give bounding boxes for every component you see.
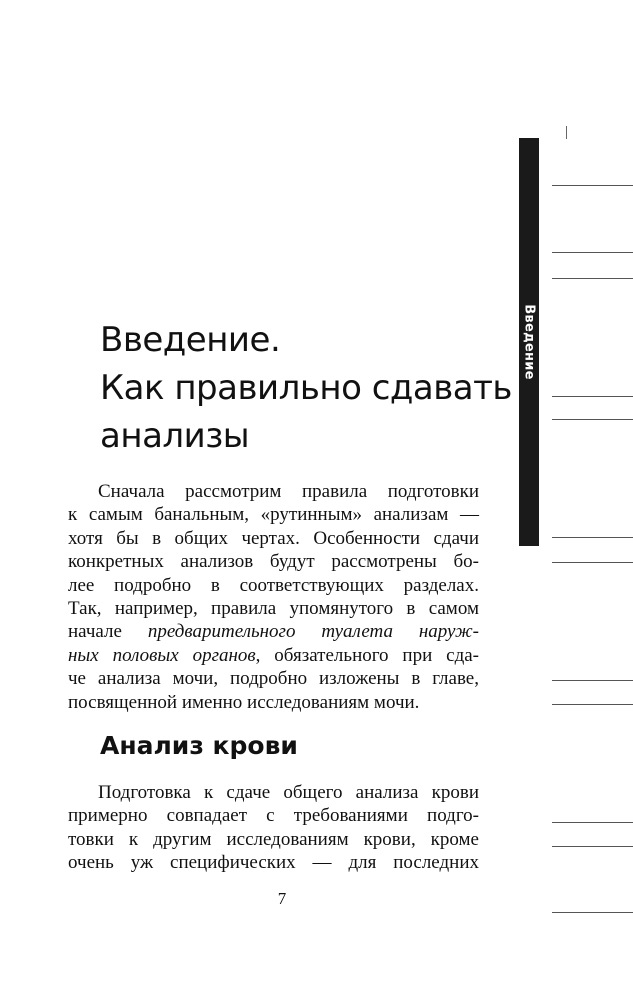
text-fragment: начале [68,621,148,643]
margin-rule [552,704,633,705]
margin-rule [552,185,633,186]
text-line: посвященной именно исследованиям мочи. [68,691,420,713]
title-line: Как правильно сдавать [100,368,512,408]
text-line: очень уж специфических — для последних [68,852,479,874]
margin-rule [552,278,633,279]
text-line: хотя бы в общих чертах. Особенности сдачи [68,527,479,549]
intro-paragraph [68,480,479,714]
title-line: Введение. [100,320,281,360]
text-line: конкретных анализов будут рассмотрены бо- [68,551,479,573]
text-line: Так, например, правила упомянутого в самом [68,598,479,620]
margin-rule [552,537,633,538]
margin-mark [566,126,567,139]
text-line: товки к другим исследованиям крови, кроме [68,828,479,850]
margin-rule [552,680,633,681]
margin-rule [552,419,633,420]
italic-term: ных половых органов [68,644,256,666]
italic-term: предварительного туалета наруж- [147,621,479,643]
margin-rule [552,846,633,847]
margin-rule [552,912,633,913]
text-line: примерно совпадает с требованиями подго- [68,805,479,827]
text-line: к самым банальным, «рутинным» анализам — [68,504,479,526]
margin-rule [552,252,633,253]
text-line: Подготовка к сдаче общего анализа крови [98,782,479,803]
title-line: анализы [100,416,250,456]
text-line [68,644,479,667]
margin-rule [552,396,633,397]
chapter-side-tab-label: Введение [521,304,537,380]
text-line: лее подробно в соответствующих разделах. [68,574,479,596]
text-fragment: , обязательного при сда- [255,644,480,666]
blood-test-paragraph [68,781,479,875]
margin-rule [552,822,633,823]
text-line: Сначала рассмотрим правила подготовки [98,481,479,502]
margin-rule [552,562,633,563]
page-title [100,316,512,460]
text-line [68,620,479,643]
page-number: 7 [277,889,287,908]
text-line: че анализа мочи, подробно изложены в главе, [68,668,479,690]
section-heading: Анализ крови [100,731,298,760]
